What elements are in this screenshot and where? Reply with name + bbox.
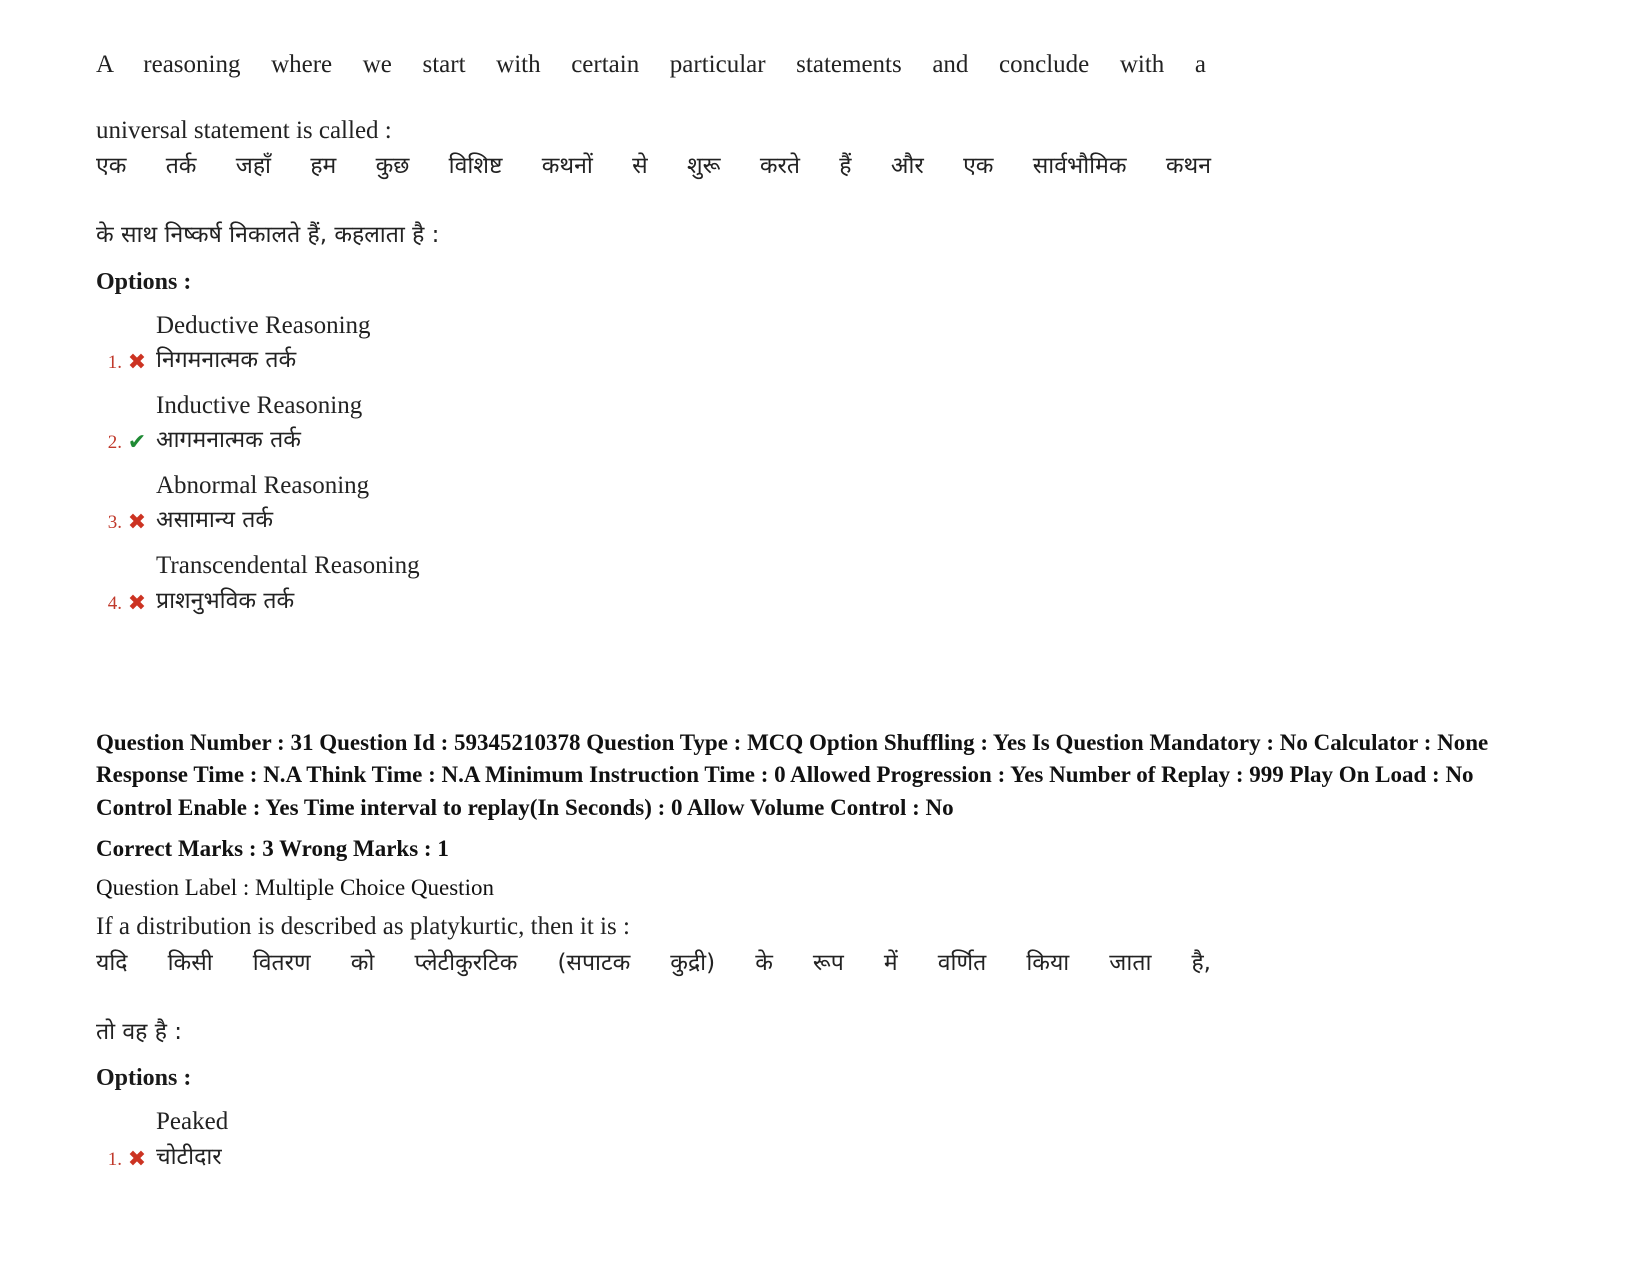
option-index: 2. <box>107 432 122 454</box>
question-1-option-4[interactable] <box>96 550 1555 616</box>
question-2-metadata-line-2: None Response Time : N.A Think Time : N.A Minimum Instruction Time : 0 Allowed Progression : Yes Number of Replay : 999 Play On <box>96 729 1489 788</box>
question-2-block <box>96 727 1555 1173</box>
option-text-hindi: प्राशनुभविक तर्क <box>156 587 295 614</box>
question-1-stem-hindi <box>96 149 1211 253</box>
question-2-stem-english: If a distribution is described as platykurtic, then it is : <box>96 913 630 941</box>
question-1-option-2[interactable] <box>96 390 1555 456</box>
option-text-hindi: निगमनात्मक तर्क <box>156 346 297 373</box>
option-text-english: Peaked <box>156 1108 229 1136</box>
question-1-options-label: Options : <box>96 268 192 295</box>
option-text-group <box>152 550 1555 616</box>
question-1-option-1[interactable] <box>96 310 1555 376</box>
option-index: 1. <box>107 351 122 373</box>
option-text-group <box>152 1106 1555 1172</box>
wrong-answer-icon: ✖ <box>127 509 147 535</box>
question-1-block <box>96 48 1555 617</box>
question-2-marks: Correct Marks : 3 Wrong Marks : 1 <box>96 835 449 861</box>
question-1-stem-hindi-line-2: के साथ निष्कर्ष निकालते हैं, कहलाता है : <box>96 222 440 248</box>
wrong-answer-icon: ✖ <box>127 1145 147 1171</box>
question-1-option-3[interactable] <box>96 470 1555 536</box>
option-text-group <box>152 310 1555 376</box>
option-text-hindi: चोटीदार <box>156 1143 222 1170</box>
question-2-label: Question Label : Multiple Choice Question <box>96 875 494 901</box>
question-1-stem-english-line-1: A reasoning where we start with certain particular statements and conclude with a <box>96 51 1206 78</box>
option-text-english: Deductive Reasoning <box>156 311 371 339</box>
option-index: 3. <box>107 512 122 534</box>
option-text-english: Transcendental Reasoning <box>156 552 420 580</box>
question-2-stem-hindi <box>96 946 1211 1050</box>
option-text-english: Inductive Reasoning <box>156 391 363 419</box>
question-1-stem-english-line-2: universal statement is called : <box>96 117 392 144</box>
correct-answer-icon: ✔ <box>127 429 147 455</box>
option-text-hindi: असामान्य तर्क <box>156 507 273 534</box>
wrong-answer-icon: ✖ <box>127 589 147 615</box>
section-spacer <box>96 631 1555 727</box>
option-index: 1. <box>107 1148 122 1170</box>
option-text-english: Abnormal Reasoning <box>156 472 370 500</box>
question-2-metadata-line-3: Load : No Control Enable : Yes Time interval to replay(In Seconds) : 0 Allow Volume Control : No <box>96 762 1474 820</box>
question-1-stem-english <box>96 48 1206 147</box>
option-text-group <box>152 470 1555 536</box>
option-text-group <box>152 390 1555 456</box>
option-index: 4. <box>107 592 122 614</box>
question-2-stem-hindi-line-1: यदि किसी वितरण को प्लेटीकुरटिक (सपाटक कुद्री) के रूप में वर्णित किया जाता है, <box>96 949 1211 976</box>
question-2-metadata <box>96 727 1555 825</box>
question-2-options-label: Options : <box>96 1065 192 1092</box>
option-text-hindi: आगमनात्मक तर्क <box>156 427 301 454</box>
question-2-stem-hindi-line-2: तो वह है : <box>96 1018 182 1045</box>
question-1-stem-hindi-line-1: एक तर्क जहाँ हम कुछ विशिष्ट कथनों से शुरू करते हैं और एक सार्वभौमिक कथन <box>96 153 1211 179</box>
question-2-metadata-line-1: Question Number : 31 Question Id : 59345210378 Question Type : MCQ Option Shuffling : Yes Is Question Mandatory : No Calculator : <box>96 729 1432 755</box>
question-2-option-1[interactable] <box>96 1106 1555 1172</box>
wrong-answer-icon: ✖ <box>127 348 147 374</box>
